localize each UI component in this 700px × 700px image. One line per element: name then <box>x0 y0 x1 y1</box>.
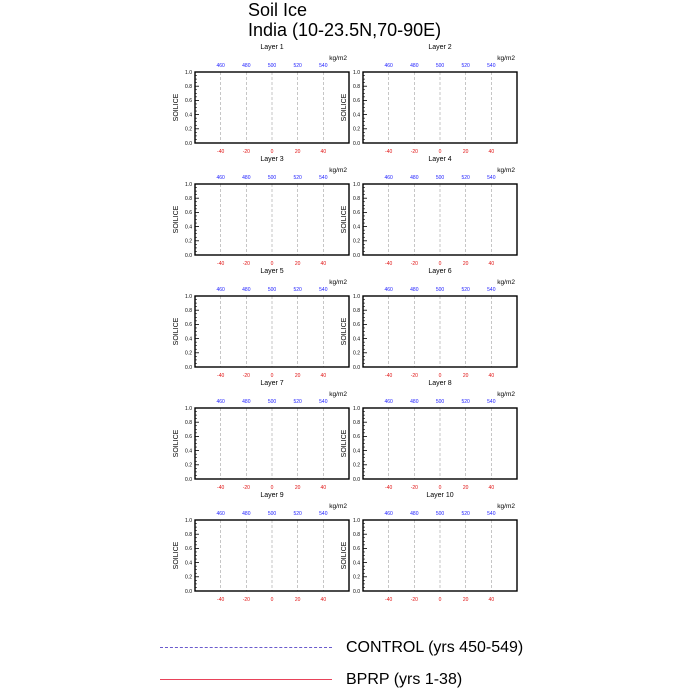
top-x-tick-label: 540 <box>487 399 496 405</box>
bottom-x-tick-label: 20 <box>294 373 301 379</box>
y-tick-label: 0.4 <box>185 224 192 231</box>
bottom-x-tick-label: 40 <box>488 149 495 155</box>
y-tick-label: 0.6 <box>185 210 192 217</box>
top-x-tick-label: 520 <box>461 287 470 293</box>
y-tick-label: 0.8 <box>185 308 192 314</box>
panel-title: Layer 2 <box>428 44 452 51</box>
bottom-x-tick-label: 20 <box>462 261 469 267</box>
bottom-x-tick-label: 20 <box>462 597 469 603</box>
top-x-tick-label: 480 <box>242 287 251 293</box>
top-x-tick-label: 540 <box>487 287 496 293</box>
bottom-x-tick-label: 20 <box>462 373 469 379</box>
y-tick-label: 0.2 <box>185 350 192 357</box>
panel-title: Layer 9 <box>260 492 284 499</box>
top-x-tick-label: 480 <box>242 399 251 405</box>
top-x-tick-label: 500 <box>435 399 445 405</box>
top-x-tick-label: 540 <box>319 175 328 181</box>
top-x-tick-label: 540 <box>487 511 496 517</box>
bottom-x-tick-label: 20 <box>294 261 301 267</box>
bottom-x-tick-label: 0 <box>270 597 274 603</box>
y-tick-label: 0.8 <box>353 84 360 90</box>
top-x-tick-label: 480 <box>410 399 419 405</box>
y-axis-label: SOILICE <box>341 93 348 122</box>
top-x-tick-label: 520 <box>461 175 470 181</box>
bottom-x-tick-label: 40 <box>320 261 327 267</box>
top-x-tick-label: 520 <box>461 399 470 405</box>
bottom-x-tick-label: -40 <box>217 485 225 491</box>
y-tick-label: 0.6 <box>353 546 360 553</box>
top-x-tick-label: 480 <box>410 287 419 293</box>
y-tick-label: 0.4 <box>185 336 192 343</box>
y-tick-label: 0.6 <box>185 98 192 105</box>
y-tick-label: 0.2 <box>185 238 192 245</box>
top-x-tick-label: 480 <box>410 63 419 69</box>
bottom-x-tick-label: -40 <box>385 597 393 603</box>
panel-title: Layer 4 <box>428 156 452 163</box>
bottom-x-tick-label: 0 <box>438 373 442 379</box>
y-axis-label: SOILICE <box>341 541 348 570</box>
y-tick-label: 0.4 <box>353 224 360 231</box>
y-tick-label: 1.0 <box>185 293 192 300</box>
top-x-tick-label: 540 <box>319 511 328 517</box>
top-x-tick-label: 500 <box>435 511 445 517</box>
bottom-x-tick-label: -20 <box>242 597 250 603</box>
units-label: kg/m2 <box>329 55 347 62</box>
bottom-x-tick-label: 40 <box>320 485 327 491</box>
y-tick-label: 0.8 <box>353 308 360 314</box>
bottom-x-tick-label: -40 <box>385 485 393 491</box>
y-tick-label: 0.6 <box>185 434 192 441</box>
top-x-tick-label: 520 <box>293 287 302 293</box>
top-x-tick-label: 480 <box>242 175 251 181</box>
top-x-tick-label: 540 <box>319 63 328 69</box>
bottom-x-tick-label: -20 <box>242 261 250 267</box>
top-x-tick-label: 500 <box>267 175 277 181</box>
legend-item-bprp <box>160 669 580 691</box>
y-tick-label: 0.4 <box>353 448 360 455</box>
bottom-x-tick-label: 20 <box>294 597 301 603</box>
top-x-tick-label: 500 <box>267 287 277 293</box>
bottom-x-tick-label: -40 <box>217 373 225 379</box>
top-x-tick-label: 460 <box>216 399 225 405</box>
y-tick-label: 0.8 <box>185 420 192 426</box>
units-label: kg/m2 <box>497 167 515 174</box>
bottom-x-tick-label: 0 <box>270 261 274 267</box>
panel-title: Layer 8 <box>428 380 452 387</box>
bottom-x-tick-label: -40 <box>217 597 225 603</box>
top-x-tick-label: 540 <box>487 175 496 181</box>
bottom-x-tick-label: 40 <box>488 373 495 379</box>
bottom-x-tick-label: -40 <box>385 373 393 379</box>
y-tick-label: 0.6 <box>185 322 192 329</box>
top-x-tick-label: 460 <box>384 399 393 405</box>
top-x-tick-label: 500 <box>267 511 277 517</box>
top-x-tick-label: 540 <box>319 287 328 293</box>
y-tick-label: 0.8 <box>185 532 192 538</box>
y-tick-label: 1.0 <box>353 517 360 524</box>
y-tick-label: 0.6 <box>353 98 360 105</box>
units-label: kg/m2 <box>497 503 515 510</box>
bottom-x-tick-label: 0 <box>270 485 274 491</box>
top-x-tick-label: 460 <box>216 511 225 517</box>
panel-title: Layer 6 <box>428 268 452 275</box>
bottom-x-tick-label: -20 <box>410 597 418 603</box>
y-tick-label: 0.0 <box>185 476 192 483</box>
y-tick-label: 0.0 <box>185 140 192 147</box>
top-x-tick-label: 460 <box>216 63 225 69</box>
y-tick-label: 0.6 <box>353 434 360 441</box>
bottom-x-tick-label: 0 <box>438 597 442 603</box>
y-tick-label: 0.4 <box>353 336 360 343</box>
bottom-x-tick-label: -20 <box>242 373 250 379</box>
y-tick-label: 0.0 <box>353 476 360 483</box>
bottom-x-tick-label: 0 <box>270 373 274 379</box>
units-label: kg/m2 <box>497 391 515 398</box>
y-tick-label: 0.6 <box>353 322 360 329</box>
y-tick-label: 0.0 <box>353 364 360 371</box>
y-axis-label: SOILICE <box>341 205 348 234</box>
y-tick-label: 0.4 <box>353 560 360 567</box>
bottom-x-tick-label: 0 <box>438 261 442 267</box>
y-tick-label: 0.4 <box>185 560 192 567</box>
y-tick-label: 0.2 <box>353 574 360 581</box>
bottom-x-tick-label: 0 <box>270 149 274 155</box>
y-axis-label: SOILICE <box>173 93 180 122</box>
y-tick-label: 0.2 <box>353 126 360 133</box>
bottom-x-tick-label: -20 <box>410 149 418 155</box>
legend-swatch-control <box>160 647 332 648</box>
bottom-x-tick-label: 40 <box>320 149 327 155</box>
y-tick-label: 0.0 <box>353 140 360 147</box>
y-tick-label: 0.8 <box>353 196 360 202</box>
top-x-tick-label: 520 <box>293 399 302 405</box>
legend-label-bprp: BPRP (yrs 1-38) <box>346 671 463 688</box>
y-tick-label: 0.0 <box>353 252 360 259</box>
panel-title: Layer 5 <box>260 268 284 275</box>
y-axis-label: SOILICE <box>341 317 348 346</box>
legend-label-control: CONTROL (yrs 450-549) <box>346 639 524 656</box>
top-x-tick-label: 480 <box>410 175 419 181</box>
y-tick-label: 0.8 <box>353 532 360 538</box>
legend-swatch-bprp <box>160 679 332 680</box>
top-x-tick-label: 520 <box>293 511 302 517</box>
top-x-tick-label: 480 <box>242 63 251 69</box>
y-tick-label: 1.0 <box>185 69 192 76</box>
top-x-tick-label: 540 <box>487 63 496 69</box>
bottom-x-tick-label: -40 <box>385 261 393 267</box>
y-tick-label: 0.6 <box>353 210 360 217</box>
y-tick-label: 1.0 <box>185 517 192 524</box>
y-tick-label: 0.0 <box>185 252 192 259</box>
y-tick-label: 0.2 <box>185 574 192 581</box>
units-label: kg/m2 <box>497 55 515 62</box>
y-tick-label: 1.0 <box>353 405 360 412</box>
top-x-tick-label: 500 <box>435 63 445 69</box>
y-tick-label: 0.2 <box>185 126 192 133</box>
top-x-tick-label: 500 <box>435 175 445 181</box>
y-tick-label: 0.4 <box>185 448 192 455</box>
y-tick-label: 1.0 <box>353 181 360 188</box>
bottom-x-tick-label: -20 <box>410 373 418 379</box>
y-tick-label: 0.2 <box>353 462 360 469</box>
y-tick-label: 1.0 <box>185 405 192 412</box>
bottom-x-tick-label: -20 <box>242 485 250 491</box>
figure-title-line1: Soil Ice <box>248 0 308 20</box>
bottom-x-tick-label: -40 <box>217 261 225 267</box>
top-x-tick-label: 540 <box>319 399 328 405</box>
bottom-x-tick-label: -40 <box>385 149 393 155</box>
top-x-tick-label: 460 <box>216 175 225 181</box>
top-x-tick-label: 520 <box>461 511 470 517</box>
y-tick-label: 0.2 <box>353 238 360 245</box>
y-tick-label: 0.4 <box>185 112 192 119</box>
y-tick-label: 0.0 <box>185 588 192 595</box>
panel-title: Layer 1 <box>260 44 284 51</box>
y-tick-label: 0.8 <box>185 196 192 202</box>
units-label: kg/m2 <box>329 391 347 398</box>
top-x-tick-label: 460 <box>216 287 225 293</box>
y-tick-label: 0.2 <box>185 462 192 469</box>
bottom-x-tick-label: -40 <box>217 149 225 155</box>
bottom-x-tick-label: 40 <box>320 597 327 603</box>
bottom-x-tick-label: -20 <box>242 149 250 155</box>
bottom-x-tick-label: 20 <box>294 485 301 491</box>
bottom-x-tick-label: 0 <box>438 485 442 491</box>
y-tick-label: 0.4 <box>353 112 360 119</box>
top-x-tick-label: 520 <box>293 63 302 69</box>
figure-title-line2: India (10-23.5N,70-90E) <box>248 20 442 40</box>
units-label: kg/m2 <box>329 503 347 510</box>
top-x-tick-label: 500 <box>267 63 277 69</box>
top-x-tick-label: 500 <box>267 399 277 405</box>
top-x-tick-label: 460 <box>384 63 393 69</box>
top-x-tick-label: 460 <box>384 175 393 181</box>
bottom-x-tick-label: 40 <box>488 597 495 603</box>
bottom-x-tick-label: 40 <box>320 373 327 379</box>
bottom-x-tick-label: 40 <box>488 261 495 267</box>
bottom-x-tick-label: 40 <box>488 485 495 491</box>
bottom-x-tick-label: 20 <box>294 149 301 155</box>
y-axis-label: SOILICE <box>173 205 180 234</box>
y-axis-label: SOILICE <box>173 317 180 346</box>
top-x-tick-label: 460 <box>384 287 393 293</box>
y-tick-label: 1.0 <box>185 181 192 188</box>
y-tick-label: 1.0 <box>353 69 360 76</box>
top-x-tick-label: 460 <box>384 511 393 517</box>
top-x-tick-label: 520 <box>293 175 302 181</box>
panel-title: Layer 3 <box>260 156 284 163</box>
y-axis-label: SOILICE <box>173 429 180 458</box>
y-tick-label: 0.8 <box>353 420 360 426</box>
y-tick-label: 0.0 <box>185 364 192 371</box>
panel-title: Layer 10 <box>426 492 454 499</box>
bottom-x-tick-label: -20 <box>410 485 418 491</box>
y-tick-label: 0.0 <box>353 588 360 595</box>
legend-item-control <box>160 637 580 659</box>
y-tick-label: 0.6 <box>185 546 192 553</box>
top-x-tick-label: 520 <box>461 63 470 69</box>
y-tick-label: 0.8 <box>185 84 192 90</box>
y-tick-label: 1.0 <box>353 293 360 300</box>
bottom-x-tick-label: 20 <box>462 149 469 155</box>
y-axis-label: SOILICE <box>173 541 180 570</box>
top-x-tick-label: 480 <box>410 511 419 517</box>
top-x-tick-label: 480 <box>242 511 251 517</box>
top-x-tick-label: 500 <box>435 287 445 293</box>
bottom-x-tick-label: 20 <box>462 485 469 491</box>
units-label: kg/m2 <box>329 279 347 286</box>
units-label: kg/m2 <box>497 279 515 286</box>
units-label: kg/m2 <box>329 167 347 174</box>
y-axis-label: SOILICE <box>341 429 348 458</box>
bottom-x-tick-label: 0 <box>438 149 442 155</box>
panel-title: Layer 7 <box>260 380 284 387</box>
y-tick-label: 0.2 <box>353 350 360 357</box>
bottom-x-tick-label: -20 <box>410 261 418 267</box>
